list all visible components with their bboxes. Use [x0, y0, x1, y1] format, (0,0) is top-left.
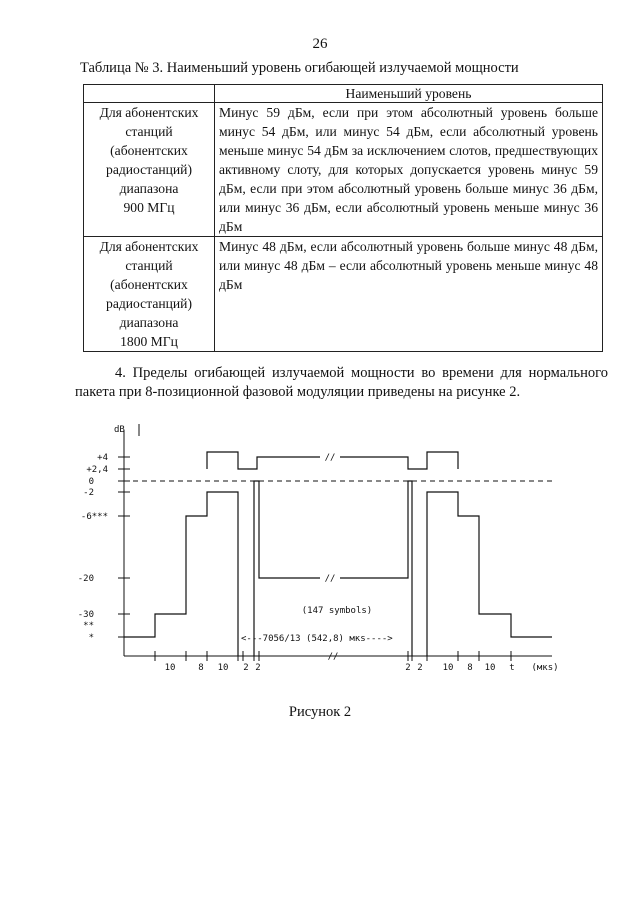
station-cell-1800	[84, 237, 215, 352]
table-row	[84, 103, 603, 237]
lower-break-mark: //	[324, 574, 336, 584]
figure-caption: Рисунок 2	[288, 704, 352, 720]
table-row	[84, 237, 603, 352]
x-label: 2	[243, 663, 249, 673]
x-label: 10	[164, 663, 176, 673]
upper-break-mark: //	[324, 453, 336, 463]
upper-mask-line-right	[340, 452, 458, 469]
table-header-cell: Наименьший уровень	[215, 85, 603, 103]
station-cell-900	[84, 103, 215, 237]
page-number: 26	[312, 36, 328, 52]
station-line: Для абонентских	[99, 239, 199, 254]
x-label: 2	[405, 663, 411, 673]
x-label: 10	[217, 663, 229, 673]
paragraph-4: 4. Пределы огибающей излучаемой мощности во времени для нормального пакета при 8-позиционной фазовой модуляции приведены на рисунке 2.	[75, 365, 608, 400]
y-unit-label: dB	[114, 425, 125, 435]
station-line: 900 МГц	[123, 200, 175, 215]
station-line: диапазона	[119, 315, 179, 330]
lower-mask-line-right	[427, 492, 552, 656]
power-level-table	[83, 84, 603, 352]
x-axis-break-mark: //	[327, 652, 339, 662]
x-unit-label: (мкs)	[531, 663, 559, 673]
table-header-row	[84, 85, 603, 103]
spec-cell-1800: Минус 48 дБм, если абсолютный уровень больше минус 48 дБм, или минус 48 дБм – если абсолютный уровень меньше минус 48 дБм	[215, 237, 603, 352]
x-label: 8	[198, 663, 204, 673]
y-label: -20	[77, 574, 94, 584]
x-label: 2	[255, 663, 261, 673]
y-label: +4	[97, 453, 108, 463]
y-label: 0	[88, 477, 94, 487]
spec-cell-900: Минус 59 дБм, если при этом абсолютный уровень больше минус 54 дБм, или минус 54 дБм, если абсолютный уровень меньше минус 54 дБм за исключением слотов, предшествующих активному слоту, для которых допускается уровень минус 59 дБм, если при этом абсолютный уровень больше минус 36 дБм, или минус 36 дБм, если абсолютный уровень меньше минус 36 дБм	[215, 103, 603, 237]
station-line: (абонентских	[110, 277, 188, 292]
station-line: радиостанций)	[106, 162, 192, 177]
y-label: *	[88, 633, 94, 643]
station-line: 1800 МГц	[120, 334, 178, 349]
duration-annotation: <---7056/13 (542,8) мкs---->	[241, 634, 393, 644]
lower-mask-line	[124, 492, 238, 656]
x-label: 10	[484, 663, 496, 673]
station-line: радиостанций)	[106, 296, 192, 311]
upper-mask-line	[207, 452, 320, 469]
station-line: Для абонентских	[99, 105, 199, 120]
lower-mask-inner-line	[254, 481, 320, 656]
table-caption: Таблица № 3. Наименьший уровень огибающей излучаемой мощности	[80, 60, 519, 76]
station-line: (абонентских	[110, 143, 188, 158]
y-label: **	[83, 621, 94, 631]
y-label: -6***	[80, 512, 108, 522]
x-label: 2	[417, 663, 423, 673]
symbols-annotation: (147 symbols)	[301, 606, 373, 616]
table-header-empty-cell	[84, 85, 215, 103]
y-label: -30	[77, 610, 94, 620]
x-label: 8	[467, 663, 473, 673]
power-envelope-figure	[0, 420, 640, 680]
lower-mask-inner-line-right	[340, 481, 412, 656]
y-label: -2	[83, 488, 94, 498]
station-line: диапазона	[119, 181, 179, 196]
station-line: станций	[125, 258, 173, 273]
y-label: +2,4	[86, 465, 108, 475]
x-label: 10	[442, 663, 454, 673]
station-line: станций	[125, 124, 173, 139]
x-label: t	[509, 663, 515, 673]
